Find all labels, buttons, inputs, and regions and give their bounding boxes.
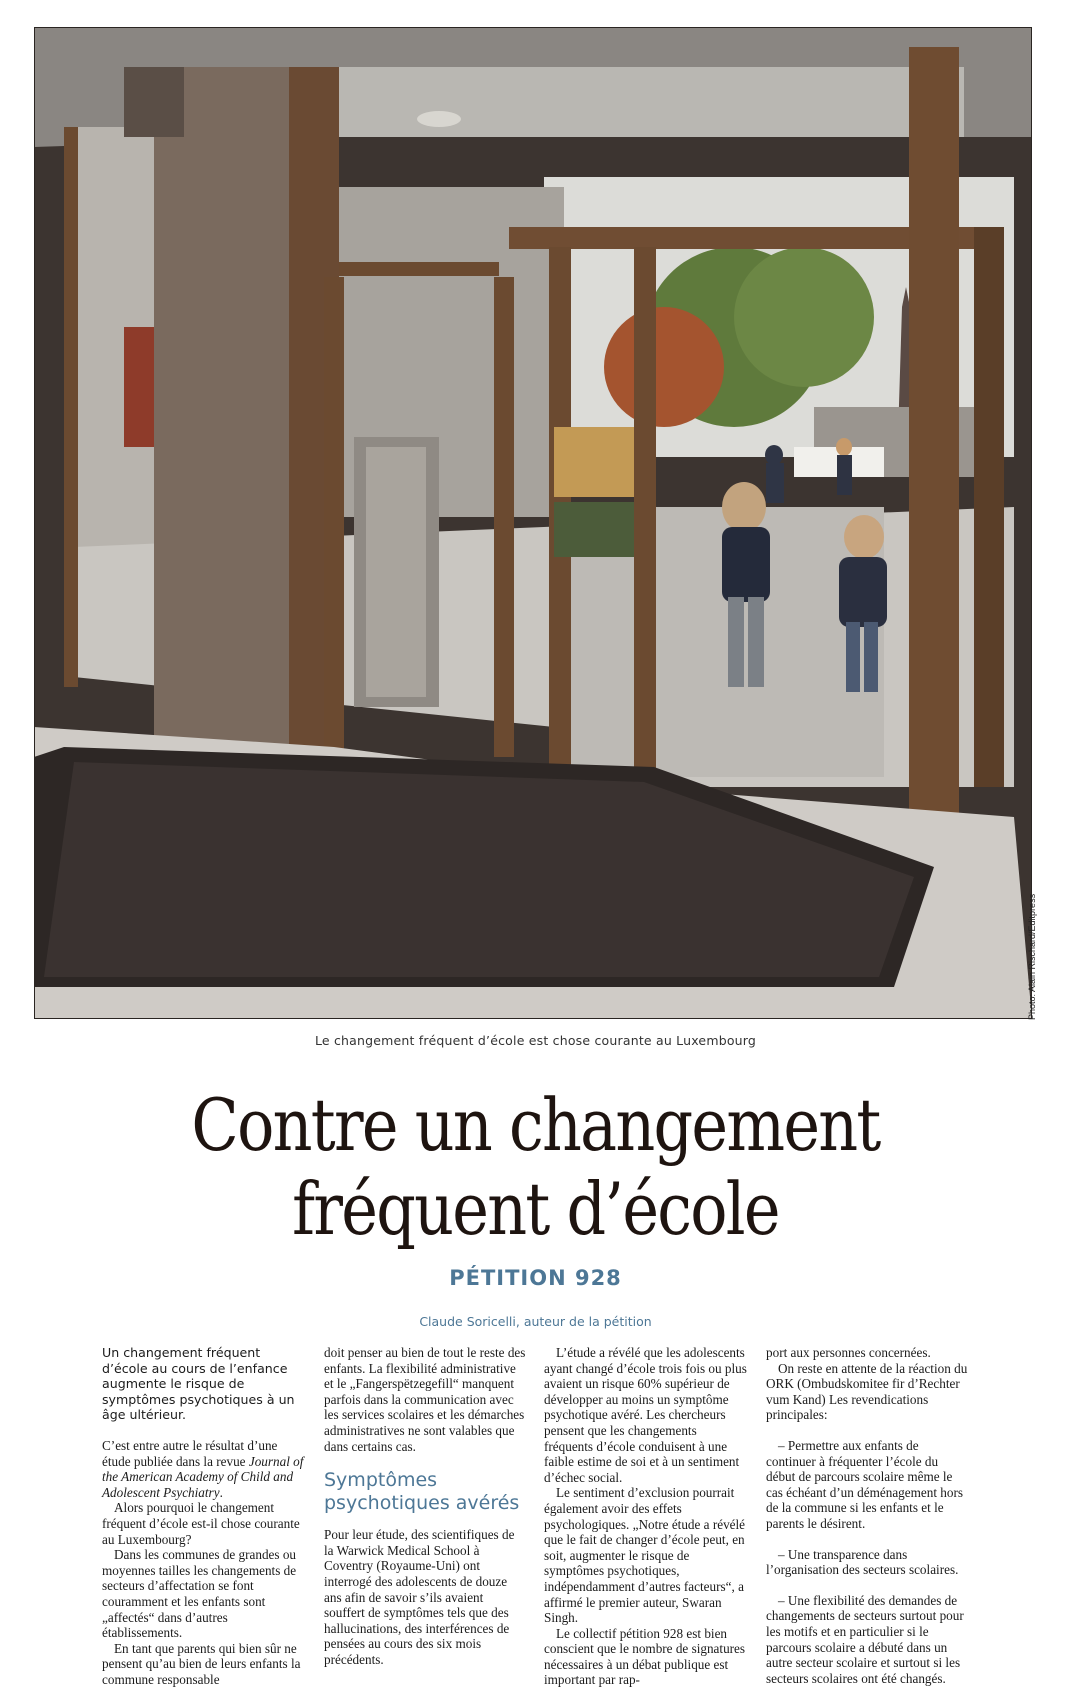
lead-paragraph: Un changement fréquent d’école au cours de l’enfance augmente le risque de symptômes psychotiques à un âge ultérieur.: [102, 1345, 295, 1423]
paragraph: Le collectif pétition 928 est bien conscient que le nombre de signatures nécessaires à un débat publique est important par rap-: [544, 1625, 746, 1688]
article-column-3: [544, 1345, 747, 1688]
headline-line-2: fréquent d’école: [292, 1167, 779, 1251]
paragraph: Le sentiment d’exclusion pourrait également avoir des effets psychologiques. „Notre étude a révélé que le fait de changer d’école peut, en soit, augmenter le risque de symptômes psychotiques, indépendamment d’autres facteurs“, a affirmé le premier auteur, Swaran Singh.: [544, 1485, 746, 1626]
demand-item: – Permettre aux enfants de continuer à fréquenter l’école du début de parcours scolaire même le cas échéant d’un déménagement hors de la commune si les enfants et le parents le désirent.: [766, 1437, 963, 1531]
article-column-4: [766, 1345, 969, 1686]
paragraph: On reste en attente de la réaction du ORK (Ombudskomitee fir d’Rechter vum Kand) Les revendications principales:: [766, 1360, 968, 1423]
article-column-1: [102, 1345, 305, 1687]
headline-line-1: Contre un changement: [191, 1083, 880, 1167]
photo-caption: Le changement fréquent d’école est chose courante au Luxembourg: [314, 1033, 757, 1048]
article-photo: [34, 27, 1032, 1019]
headline: [75, 1083, 996, 1251]
paragraph-text: C’est entre autre le résultat d’une étude publiée dans la revue: [102, 1437, 278, 1469]
kicker: PÉTITION 928: [449, 1266, 622, 1290]
paragraph: Dans les communes de grandes ou moyennes tailles les changements de secteurs d’affectation se font couramment et les enfants sont „affectés“ dans d’autres établissements.: [102, 1547, 297, 1641]
paragraph: [102, 1438, 305, 1500]
paragraph: doit penser au bien de tout le reste des enfants. La flexibilité administrative et le „Fangerspëtzegefill“ manquent parfois dans la communication avec les services scolaires et les démarches administratives ne sont valables que dans certains cas.: [324, 1345, 526, 1454]
article-column-2: [324, 1345, 527, 1668]
subheading: Symptômes psychotiques avérés: [324, 1469, 520, 1515]
paragraph: Alors pourquoi le changement fréquent d’école est-il chose courante au Luxembourg?: [102, 1500, 300, 1547]
demand-item: – Une transparence dans l’organisation des secteurs scolaires.: [766, 1546, 959, 1578]
paragraph-text: .: [219, 1484, 223, 1500]
paragraph: En tant que parents qui bien sûr ne pensent qu’au bien de leurs enfants la commune responsable: [102, 1640, 301, 1687]
photo-credit: Photo: Alain Rischard/Editpress: [1027, 893, 1037, 1020]
journal-title: Journal of the American Academy of Child and Adolescent Psychiatry: [102, 1453, 304, 1500]
paragraph: Pour leur étude, des scientifiques de la Warwick Medical School à Coventry (Royaume-Uni) ont interrogé des adolescents de douze ans afin de savoir s’ils avaient souffert de symptômes tels que des hallucinations, des interférences de pensées au cours des six mois précédents.: [324, 1527, 515, 1667]
paragraph: port aux personnes concernées.: [766, 1345, 931, 1360]
author-line: Claude Soricelli, auteur de la pétition: [419, 1314, 652, 1329]
demand-item: – Une flexibilité des demandes de changements de secteurs surtout pour les motifs et en particulier si le parcours scolaire a débuté dans un autre secteur scolaire et surtout si les secteurs scolaires ont été changés.: [766, 1592, 964, 1686]
paragraph: L’étude a révélé que les adolescents ayant changé d’école trois fois ou plus avaient un risque 60% supérieur de développer au moins un symptôme psychotique avéré. Les chercheurs pensent que les changements fréquents d’école conduisent à une faible estime de soi et à un sentiment d’échec social.: [544, 1345, 747, 1485]
